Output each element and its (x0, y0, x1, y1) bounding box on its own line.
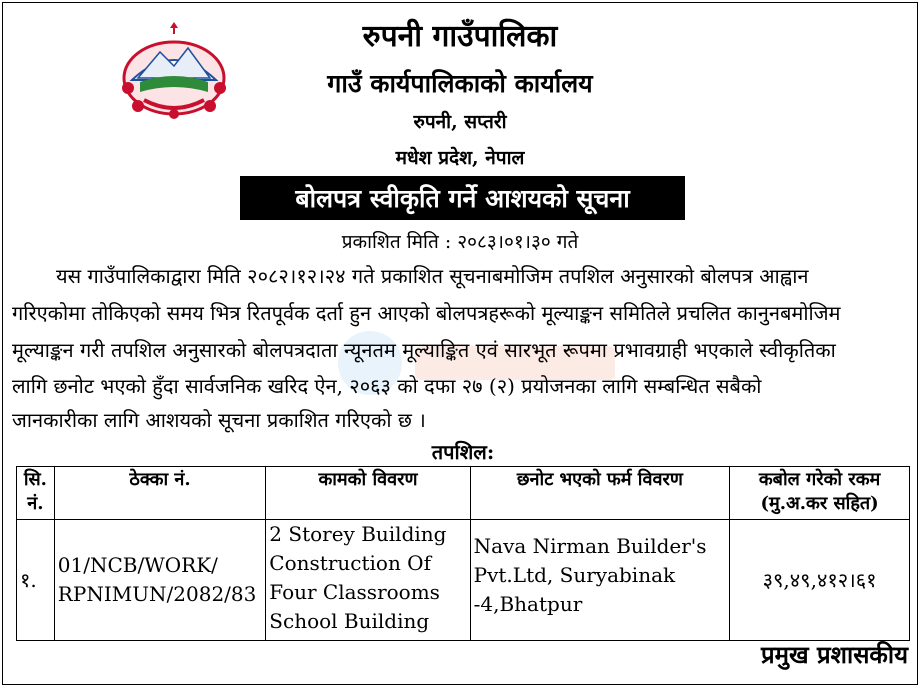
municipality-name: रुपनी गाउँपालिका (362, 19, 558, 54)
cell-work: 2 Storey Building Construction Of Four Classrooms School Building (266, 520, 470, 641)
province-name: मधेश प्रदेश, नेपाल (395, 147, 525, 169)
body-line-4: लागि छनोट भएको हुँदा सार्वजनिक खरिद ऐन, २०६३ को दफा २७ (२) प्रयोजनका लागि सम्बन्धित सबैको (12, 374, 762, 398)
cell-amount: ३९,४९,४१२।६१ (730, 520, 910, 641)
cell-contract-no: 01/NCB/WORK/ RPNIMUN/2082/83 (54, 520, 266, 641)
office-location: रुपनी, सप्तरी (413, 111, 507, 133)
header-firm: छनोट भएको फर्म विवरण (470, 467, 730, 520)
cell-firm: Nava Nirman Builder's Pvt.Ltd, Suryabinak -4,Bhatpur (470, 520, 730, 641)
office-name: गाउँ कार्यपालिकाको कार्यालय (327, 69, 593, 98)
published-date: प्रकाशित मिति : २०८३।०१।३० गते (341, 231, 579, 253)
header-amount: कबोल गरेको रकम (मु.अ.कर सहित) (730, 467, 910, 520)
table-row (17, 520, 910, 641)
notice-title: बोलपत्र स्वीकृति गर्ने आशयको सूचना (240, 176, 685, 220)
body-line-5: जानकारीका लागि आशयको सूचना प्रकाशित गरिएको छ । (12, 408, 426, 432)
header-contract-no: ठेक्का नं. (54, 467, 266, 520)
body-line-1: यस गाउँपालिकाद्वारा मिति २०८२।१२।२४ गते प्रकाशित सूचनाबमोजिम तपशिल अनुसारको बोलपत्र आह्वान (56, 264, 809, 288)
table-header-row (17, 467, 910, 520)
body-line-2: गरिएकोमा तोकिएको समय भित्र रितपूर्वक दर्ता हुन आएको बोलपत्रहरूको मूल्याङ्कन समितिले प्रचलित कानुनबमोजिम (12, 301, 841, 325)
signature-title: प्रमुख प्रशासकीय (761, 640, 908, 669)
header-serial: सि. नं. (17, 467, 55, 520)
government-emblem (118, 20, 230, 120)
schedule-label: तपशिल: (431, 440, 495, 464)
cell-serial: १. (17, 520, 55, 641)
header-work: कामको विवरण (266, 467, 470, 520)
body-line-3: मूल्याङ्कन गरी तपशिल अनुसारको बोलपत्रदाता न्यूनतम मूल्याङ्कित एवं सारभूत रूपमा प्रभावग्राही भएकाले स्वीकृतिका (12, 338, 836, 362)
contract-table (16, 466, 910, 641)
